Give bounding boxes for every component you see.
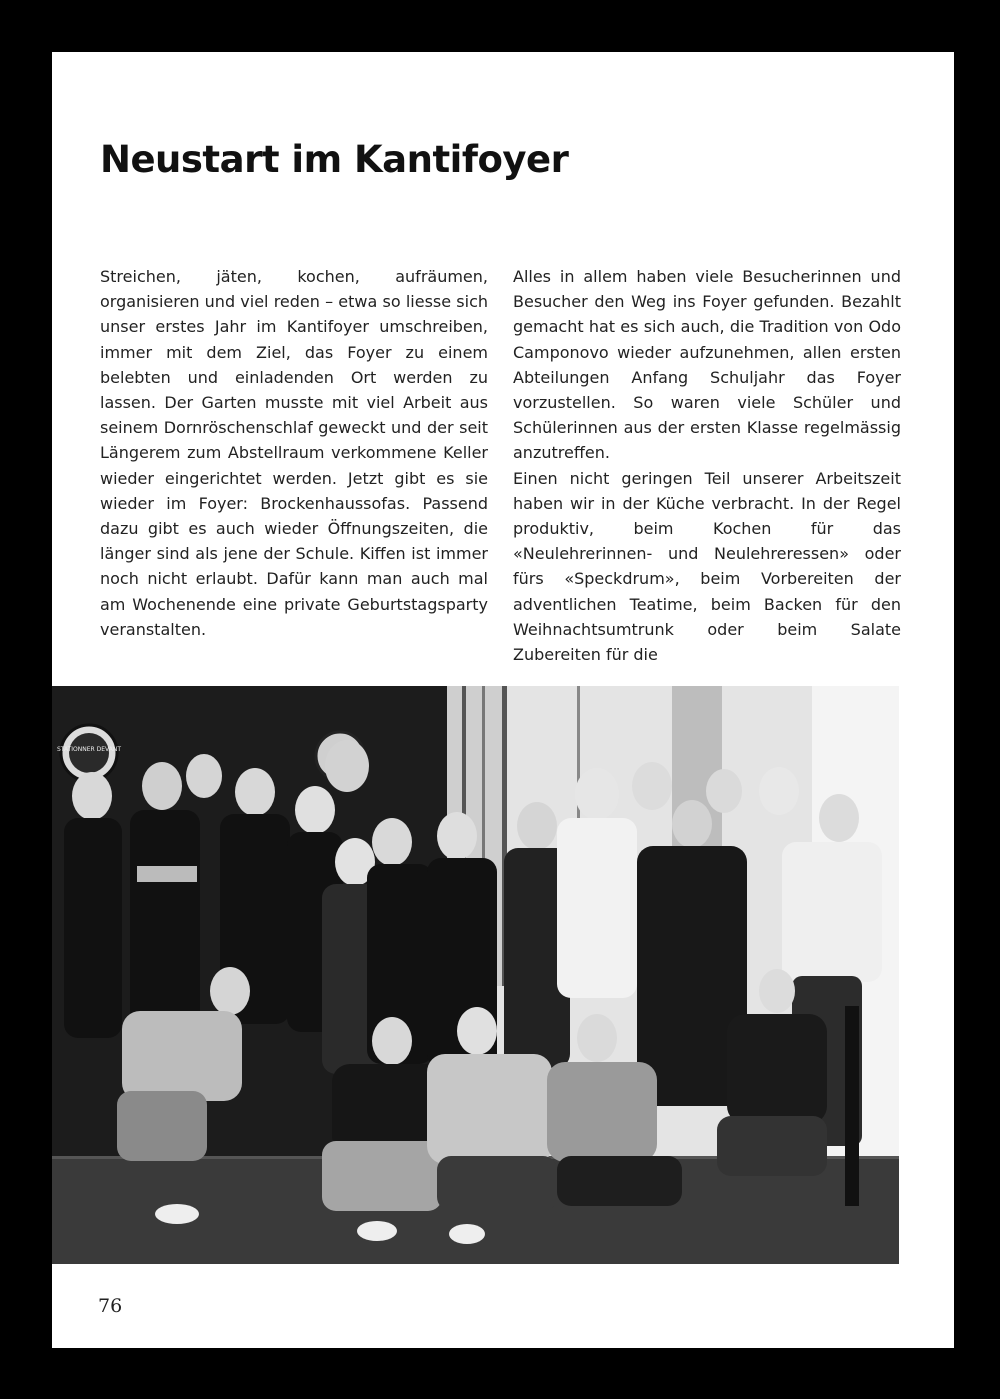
text-column-left bbox=[100, 264, 488, 642]
sign-text: STATIONNER DEVANT bbox=[56, 746, 122, 753]
group-photo bbox=[52, 686, 899, 1264]
document-page bbox=[52, 52, 954, 1348]
page-number: 76 bbox=[98, 1295, 123, 1317]
paragraph: Alles in allem haben viele Besucherinnen und Besucher den Weg ins Foyer gefunden. Bezahlt gemacht hat es sich auch, die Tradition von Odo Camponovo wieder aufzunehmen, allen ersten Abteilungen Anfang Schuljahr das Foyer vorzustellen. So waren viele Schüler und Schülerinnen aus der ersten Klasse regelmässig anzutreffen. bbox=[513, 267, 901, 463]
paragraph: Einen nicht geringen Teil unserer Arbeitszeit haben wir in der Küche verbracht. In der Regel produktiv, beim Kochen für das «Neulehrerinnen- und Neulehreressen» oder fürs «Speckdrum», beim Vorbereiten der adventlichen Teatime, beim Backen für den Weihnachtsumtrunk oder beim Salate Zubereiten für die bbox=[513, 468, 901, 665]
article-title: Neustart im Kantifoyer bbox=[100, 138, 569, 181]
paragraph: Streichen, jäten, kochen, aufräumen, organisieren und viel reden – etwa so liesse sich unser erstes Jahr im Kantifoyer umschreiben, immer mit dem Ziel, das Foyer zu einem belebten und einladenden Ort werden zu lassen. Der Garten musste mit viel Arbeit aus seinem Dornröschenschlaf geweckt und der seit Längerem zum Abstellraum verkommene Keller wieder eingerichtet werden. Jetzt gibt es sie wieder im Foyer: Brockenhaussofas. Passend dazu gibt es auch wieder Öffnungszeiten, die länger sind als jene der Schule. Kiffen ist immer noch nicht erlaubt. Dafür kann man auch mal am Wochenende eine private Geburtstagsparty veranstalten. bbox=[100, 267, 488, 639]
text-column-right bbox=[513, 264, 901, 667]
